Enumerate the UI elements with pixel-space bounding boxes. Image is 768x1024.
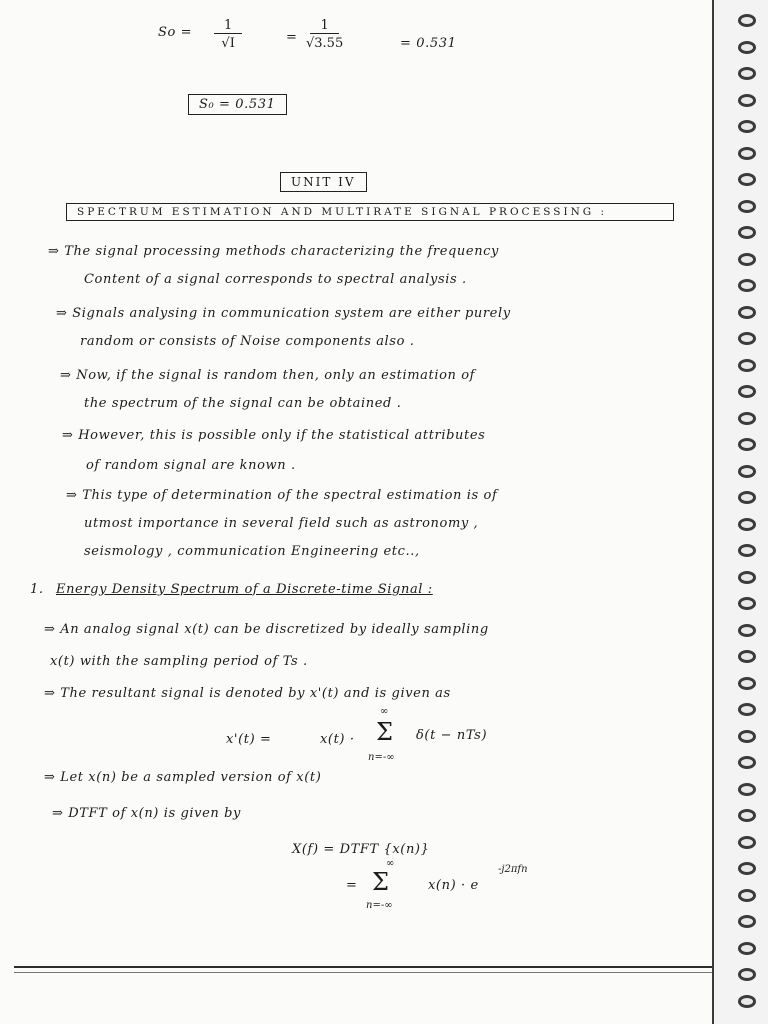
binding-ring xyxy=(738,597,756,610)
bottom-rule xyxy=(14,966,712,968)
binding-ring xyxy=(738,200,756,213)
eq2-rhs: x(n) · e xyxy=(428,878,479,893)
binding-ring xyxy=(738,94,756,107)
binding-ring xyxy=(738,544,756,557)
binding-ring xyxy=(738,253,756,266)
body-line: ⇒ The signal processing methods characterizing the frequency xyxy=(48,244,499,259)
eq2-equals: = xyxy=(346,878,358,893)
body-line: x(t) with the sampling period of Ts . xyxy=(50,654,308,669)
result-value: = 0.531 xyxy=(400,36,457,51)
binding-ring xyxy=(738,359,756,372)
fraction-1-denominator: √I xyxy=(221,36,235,51)
binding-ring xyxy=(738,438,756,451)
body-line: ⇒ DTFT of x(n) is given by xyxy=(52,806,241,821)
body-line: ⇒ Now, if the signal is random then, only an estimation of xyxy=(60,368,476,383)
eq2-lhs: X(f) = DTFT {x(n)} xyxy=(292,842,430,857)
section-title: Energy Density Spectrum of a Discrete-time Signal : xyxy=(56,582,433,597)
body-line: ⇒ Let x(n) be a sampled version of x(t) xyxy=(44,770,322,785)
binding-ring xyxy=(738,332,756,345)
binding-ring xyxy=(738,995,756,1008)
fraction-2-denominator: √3.55 xyxy=(306,36,344,51)
binding-ring xyxy=(738,836,756,849)
binding-ring xyxy=(738,968,756,981)
body-line: Content of a signal corresponds to spectral analysis . xyxy=(84,272,467,287)
eq2-sum-sign: Σ xyxy=(372,868,389,896)
binding-ring xyxy=(738,809,756,822)
body-line: the spectrum of the signal can be obtained . xyxy=(84,396,402,411)
binding-ring xyxy=(738,703,756,716)
fraction-2 xyxy=(306,18,343,51)
eq1-lhs: x'(t) = xyxy=(226,732,272,747)
eq2-exponent: -j2πfn xyxy=(498,864,528,875)
binding-ring xyxy=(738,783,756,796)
binding-ring xyxy=(738,306,756,319)
eq1-sum-upper: ∞ xyxy=(380,706,389,717)
fraction-1 xyxy=(214,18,242,51)
boxed-result: S₀ = 0.531 xyxy=(188,94,287,115)
body-line: utmost importance in several field such as astronomy , xyxy=(84,516,479,531)
binding-ring xyxy=(738,279,756,292)
binding-ring xyxy=(738,491,756,504)
body-line: ⇒ An analog signal x(t) can be discretized by ideally sampling xyxy=(44,622,489,637)
binding-ring xyxy=(738,915,756,928)
so-label: So = xyxy=(158,25,193,40)
eq1-mid: x(t) · xyxy=(320,732,355,747)
binding-ring xyxy=(738,14,756,27)
chapter-heading: SPECTRUM ESTIMATION AND MULTIRATE SIGNAL PROCESSING : xyxy=(66,203,674,221)
body-line: seismology , communication Engineering etc.., xyxy=(84,544,420,559)
binding-ring xyxy=(738,41,756,54)
binding-ring xyxy=(738,756,756,769)
binding-ring xyxy=(738,518,756,531)
binding-ring xyxy=(738,173,756,186)
equals-sign: = xyxy=(286,30,298,45)
binding-ring xyxy=(738,412,756,425)
eq2-sum-upper: ∞ xyxy=(386,858,395,869)
body-line: ⇒ The resultant signal is denoted by x'(t) and is given as xyxy=(44,686,451,701)
binding-ring xyxy=(738,862,756,875)
binding-ring xyxy=(738,942,756,955)
unit-label: UNIT IV xyxy=(280,172,367,192)
bottom-rule-shadow xyxy=(14,972,712,973)
body-line: of random signal are known . xyxy=(86,458,296,473)
section-number: 1. xyxy=(30,582,44,597)
binding-ring xyxy=(738,650,756,663)
eq1-sum-lower: n=-∞ xyxy=(368,752,395,763)
binding-ring xyxy=(738,730,756,743)
body-line: random or consists of Noise components also . xyxy=(80,334,415,349)
body-line: ⇒ This type of determination of the spectral estimation is of xyxy=(66,488,498,503)
binding-ring xyxy=(738,226,756,239)
binding-ring xyxy=(738,67,756,80)
body-line: ⇒ Signals analysing in communication system are either purely xyxy=(56,306,511,321)
eq2-sum-lower: n=-∞ xyxy=(366,900,393,911)
binding-ring xyxy=(738,571,756,584)
fraction-2-numerator: 1 xyxy=(310,18,338,34)
binding-ring xyxy=(738,147,756,160)
binding-ring xyxy=(738,624,756,637)
binding-ring xyxy=(738,677,756,690)
eq1-rhs: δ(t − nTs) xyxy=(416,728,488,743)
binding-ring xyxy=(738,889,756,902)
binding-ring xyxy=(738,385,756,398)
body-line: ⇒ However, this is possible only if the statistical attributes xyxy=(62,428,486,443)
binding-ring xyxy=(738,120,756,133)
binding-ring xyxy=(738,465,756,478)
fraction-1-numerator: 1 xyxy=(214,18,242,34)
eq1-sum-sign: Σ xyxy=(376,718,393,746)
